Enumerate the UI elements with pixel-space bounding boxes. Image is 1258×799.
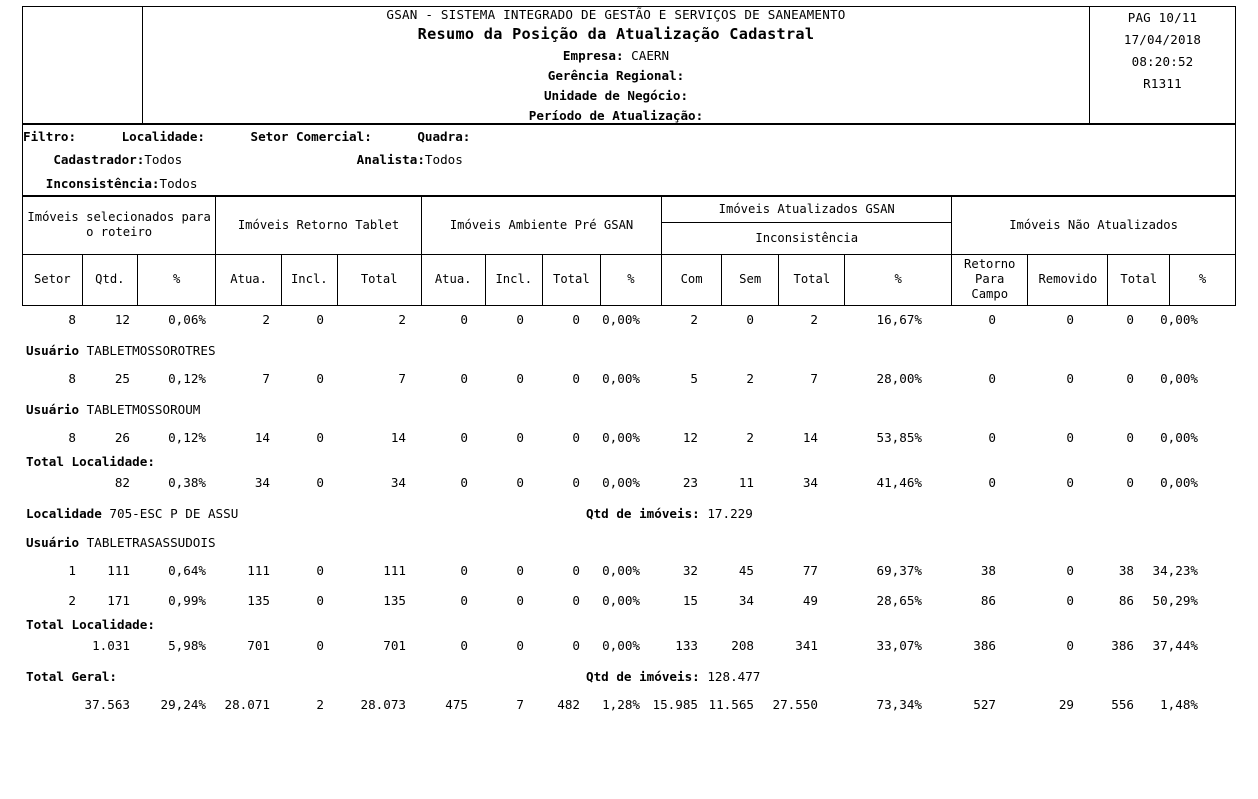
filter-label-localidade: Localidade: <box>121 129 205 144</box>
row-note-pair-label-2: Qtd de imóveis: <box>586 668 700 684</box>
table-cell: 0,99% <box>168 593 206 609</box>
table-cell: 0 <box>572 475 580 491</box>
table-cell: 86 <box>980 593 996 609</box>
report-time: 08:20:52 <box>1131 53 1194 69</box>
table-cell: 15.985 <box>652 697 698 713</box>
filter-label-filtro: Filtro: <box>23 129 77 144</box>
table-cell: 0 <box>1066 430 1074 446</box>
table-cell: 386 <box>1111 638 1134 654</box>
group-header-selecionados: Imóveis selecionados para o roteiro <box>23 196 216 254</box>
table-cell: 0 <box>316 593 324 609</box>
table-cell: 0,00% <box>1160 371 1198 387</box>
row-note-label: Usuário <box>26 534 80 550</box>
header-field-periodo-label: Período de Atualização: <box>528 108 704 123</box>
col-total-pre: Total <box>543 254 601 305</box>
row-note-pair-label: Localidade <box>26 505 102 521</box>
header-field-periodo <box>143 108 1089 123</box>
table-cell: 0 <box>1126 371 1134 387</box>
table-cell: 7 <box>398 371 406 387</box>
total-row-label: Total Localidade: <box>26 616 155 632</box>
table-cell: 171 <box>107 593 130 609</box>
table-cell: 0 <box>746 312 754 328</box>
row-note-pair-value-2: 17.229 <box>699 505 753 521</box>
table-cell: 0 <box>460 371 468 387</box>
table-cell: 28,00% <box>876 371 922 387</box>
table-cell: 7 <box>262 371 270 387</box>
table-row <box>22 557 1236 587</box>
col-atua-pre: Atua. <box>421 254 485 305</box>
table-cell: 2 <box>746 371 754 387</box>
table-cell: 34 <box>390 475 406 491</box>
col-incl-tablet: Incl. <box>282 254 338 305</box>
table-cell: 32 <box>682 563 698 579</box>
table-cell: 25 <box>114 371 130 387</box>
table-cell: 0,00% <box>1160 475 1198 491</box>
col-incl-pre: Incl. <box>485 254 543 305</box>
table-cell: 2 <box>262 312 270 328</box>
table-row <box>22 365 1236 395</box>
table-cell: 0 <box>316 563 324 579</box>
header-title-cell <box>143 7 1090 124</box>
table-cell: 0 <box>1126 312 1134 328</box>
row-note <box>22 395 1236 424</box>
table-row <box>22 632 1236 662</box>
row-note <box>22 528 1236 557</box>
table-cell: 34 <box>738 593 754 609</box>
header-logo-cell <box>23 7 143 124</box>
table-cell: 14 <box>254 430 270 446</box>
table-row <box>22 469 1236 499</box>
table-cell: 0 <box>1066 563 1074 579</box>
filter-table <box>22 124 1236 196</box>
row-note-pair-value: 705-ESC P DE ASSU <box>101 505 239 521</box>
table-cell: 69,37% <box>876 563 922 579</box>
report-body <box>22 306 1236 721</box>
table-cell: 33,07% <box>876 638 922 654</box>
table-cell: 8 <box>68 312 76 328</box>
row-note-label: Usuário <box>26 342 80 358</box>
table-cell: 26 <box>114 430 130 446</box>
table-cell: 0 <box>516 475 524 491</box>
table-cell: 12 <box>114 312 130 328</box>
table-cell: 16,67% <box>876 312 922 328</box>
table-cell: 0,00% <box>602 593 640 609</box>
table-cell: 208 <box>731 638 754 654</box>
group-header-retorno-tablet: Imóveis Retorno Tablet <box>216 196 422 254</box>
table-cell: 341 <box>795 638 818 654</box>
table-cell: 2 <box>810 312 818 328</box>
table-cell: 0 <box>572 312 580 328</box>
table-cell: 38 <box>980 563 996 579</box>
table-cell: 77 <box>802 563 818 579</box>
table-cell: 45 <box>738 563 754 579</box>
table-cell: 0 <box>460 312 468 328</box>
table-cell: 15 <box>682 593 698 609</box>
filter-value-cadastrador: Todos <box>144 152 183 168</box>
row-note-pair <box>22 499 1236 528</box>
col-pct-gsan: % <box>845 254 952 305</box>
table-cell: 2 <box>746 430 754 446</box>
group-header-atualizados-gsan: Imóveis Atualizados GSAN <box>662 196 952 222</box>
table-cell: 0 <box>572 563 580 579</box>
table-cell: 2 <box>316 697 324 713</box>
col-pct-nao: % <box>1170 254 1236 305</box>
table-cell: 701 <box>247 638 270 654</box>
table-cell: 28.071 <box>224 697 270 713</box>
table-cell: 111 <box>247 563 270 579</box>
table-cell: 0,06% <box>168 312 206 328</box>
table-cell: 38 <box>1118 563 1134 579</box>
table-cell: 0 <box>316 475 324 491</box>
table-cell: 28.073 <box>360 697 406 713</box>
table-cell: 12 <box>682 430 698 446</box>
table-cell: 0 <box>988 371 996 387</box>
report-header-table <box>22 6 1236 124</box>
table-cell: 0,00% <box>602 475 640 491</box>
table-cell: 0 <box>988 430 996 446</box>
table-cell: 11.565 <box>708 697 754 713</box>
col-total-nao: Total <box>1108 254 1170 305</box>
row-note <box>22 336 1236 365</box>
table-cell: 135 <box>383 593 406 609</box>
table-cell: 0 <box>516 563 524 579</box>
row-note-value: TABLETMOSSOROUM <box>79 401 201 417</box>
col-setor: Setor <box>23 254 83 305</box>
table-cell: 0 <box>1066 593 1074 609</box>
subgroup-header-inconsistencia: Inconsistência <box>662 222 952 254</box>
header-field-empresa-label: Empresa: <box>562 48 624 63</box>
table-cell: 111 <box>383 563 406 579</box>
table-cell: 0 <box>460 475 468 491</box>
table-cell: 527 <box>973 697 996 713</box>
table-cell: 0 <box>988 312 996 328</box>
table-cell: 82 <box>114 475 130 491</box>
col-retorno-para-campo: Retorno Para Campo <box>952 254 1028 305</box>
table-cell: 701 <box>383 638 406 654</box>
table-cell: 28,65% <box>876 593 922 609</box>
table-cell: 0,38% <box>168 475 206 491</box>
table-cell: 11 <box>738 475 754 491</box>
table-cell: 0 <box>460 638 468 654</box>
col-com: Com <box>662 254 722 305</box>
table-cell: 73,34% <box>876 697 922 713</box>
table-cell: 23 <box>682 475 698 491</box>
table-row <box>22 306 1236 336</box>
col-sem: Sem <box>721 254 779 305</box>
column-header-table <box>22 196 1236 306</box>
header-field-unidade <box>143 88 1089 103</box>
table-cell: 0,12% <box>168 430 206 446</box>
filter-row-2 <box>23 148 1235 171</box>
table-cell: 8 <box>68 430 76 446</box>
header-field-gerencia-label: Gerência Regional: <box>547 68 685 83</box>
table-row <box>22 424 1236 454</box>
table-cell: 0 <box>460 593 468 609</box>
table-cell: 0 <box>316 371 324 387</box>
table-cell: 0 <box>572 593 580 609</box>
table-cell: 0 <box>316 430 324 446</box>
table-cell: 0 <box>1126 475 1134 491</box>
table-cell: 0 <box>460 563 468 579</box>
report-id: R1311 <box>1143 75 1182 91</box>
table-cell: 386 <box>973 638 996 654</box>
row-note-value: TABLETMOSSOROTRES <box>79 342 216 358</box>
table-cell: 29,24% <box>160 697 206 713</box>
table-cell: 0 <box>572 638 580 654</box>
table-cell: 5,98% <box>168 638 206 654</box>
page-title: Resumo da Posição da Atualização Cadastral <box>417 25 815 43</box>
table-cell: 14 <box>802 430 818 446</box>
row-note-pair-value-2: 128.477 <box>699 668 761 684</box>
table-cell: 37.563 <box>84 697 130 713</box>
row-note-pair-label-2: Qtd de imóveis: <box>586 505 700 521</box>
filter-row-3 <box>23 172 1235 195</box>
table-cell: 2 <box>68 593 76 609</box>
col-total-tablet: Total <box>337 254 421 305</box>
table-cell: 0 <box>1066 312 1074 328</box>
group-header-nao-atualizados: Imóveis Não Atualizados <box>952 196 1236 254</box>
table-cell: 0 <box>1066 638 1074 654</box>
table-cell: 0,00% <box>602 371 640 387</box>
filter-label-cadastrador: Cadastrador: <box>53 152 145 168</box>
table-cell: 0 <box>516 371 524 387</box>
report-date: 17/04/2018 <box>1123 31 1202 47</box>
table-cell: 0,00% <box>1160 312 1198 328</box>
col-total-gsan: Total <box>779 254 845 305</box>
table-cell: 0 <box>988 475 996 491</box>
filter-label-inconsistencia: Inconsistência: <box>45 175 160 191</box>
row-note-value: TABLETRASASSUDOIS <box>79 534 216 550</box>
table-cell: 29 <box>1058 697 1074 713</box>
total-row-label: Total Localidade: <box>26 453 155 469</box>
table-cell: 0,00% <box>602 312 640 328</box>
col-removido: Removido <box>1028 254 1108 305</box>
filter-value-analista: Todos <box>424 152 463 168</box>
table-cell: 0,00% <box>602 563 640 579</box>
table-cell: 0,00% <box>602 430 640 446</box>
table-cell: 0 <box>316 312 324 328</box>
col-pct-pre: % <box>600 254 662 305</box>
table-cell: 1 <box>68 563 76 579</box>
filter-label-quadra: Quadra: <box>417 129 471 144</box>
table-cell: 133 <box>675 638 698 654</box>
table-cell: 8 <box>68 371 76 387</box>
filter-label-setor-comercial: Setor Comercial: <box>250 129 372 144</box>
table-cell: 1,48% <box>1160 697 1198 713</box>
table-cell: 14 <box>390 430 406 446</box>
table-cell: 475 <box>445 697 468 713</box>
table-cell: 34,23% <box>1152 563 1198 579</box>
header-field-gerencia <box>143 68 1089 83</box>
filter-value-inconsistencia: Todos <box>159 175 198 191</box>
table-cell: 0,64% <box>168 563 206 579</box>
table-cell: 7 <box>810 371 818 387</box>
table-cell: 41,46% <box>876 475 922 491</box>
table-cell: 482 <box>557 697 580 713</box>
header-meta-cell <box>1090 7 1236 124</box>
table-cell: 1,28% <box>602 697 640 713</box>
table-cell: 7 <box>516 697 524 713</box>
table-cell: 556 <box>1111 697 1134 713</box>
table-cell: 0 <box>516 430 524 446</box>
table-cell: 50,29% <box>1152 593 1198 609</box>
filter-row-1 <box>23 125 1235 148</box>
page-number: PAG 10/11 <box>1127 10 1198 25</box>
table-cell: 0 <box>572 371 580 387</box>
row-note-pair <box>22 662 1236 691</box>
table-cell: 49 <box>802 593 818 609</box>
table-cell: 2 <box>398 312 406 328</box>
table-cell: 0 <box>516 593 524 609</box>
table-cell: 135 <box>247 593 270 609</box>
header-field-unidade-label: Unidade de Negócio: <box>543 88 689 103</box>
table-cell: 0 <box>1066 475 1074 491</box>
group-header-ambiente-pre-gsan: Imóveis Ambiente Pré GSAN <box>421 196 661 254</box>
table-cell: 0 <box>460 430 468 446</box>
table-cell: 0 <box>572 430 580 446</box>
table-cell: 0,12% <box>168 371 206 387</box>
table-cell: 111 <box>107 563 130 579</box>
col-atua-tablet: Atua. <box>216 254 282 305</box>
table-cell: 0 <box>1126 430 1134 446</box>
table-cell: 0 <box>316 638 324 654</box>
table-row <box>22 691 1236 721</box>
table-cell: 1.031 <box>92 638 130 654</box>
filter-label-analista: Analista: <box>356 152 425 168</box>
row-note-pair-label: Total Geral: <box>26 668 117 684</box>
table-cell: 2 <box>690 312 698 328</box>
table-cell: 0 <box>516 638 524 654</box>
table-cell: 34 <box>802 475 818 491</box>
table-cell: 0 <box>516 312 524 328</box>
filter-cell <box>23 125 1236 196</box>
table-cell: 0,00% <box>602 638 640 654</box>
header-field-empresa <box>143 48 1089 63</box>
col-pct-1: % <box>138 254 216 305</box>
table-cell: 0 <box>1066 371 1074 387</box>
system-name: GSAN - SISTEMA INTEGRADO DE GESTÃO E SERVIÇOS DE SANEAMENTO <box>386 7 846 22</box>
table-row <box>22 587 1236 617</box>
table-cell: 0,00% <box>1160 430 1198 446</box>
header-field-empresa-value: CAERN <box>631 48 670 63</box>
table-cell: 5 <box>690 371 698 387</box>
col-qtd: Qtd. <box>82 254 138 305</box>
table-cell: 27.550 <box>772 697 818 713</box>
table-cell: 37,44% <box>1152 638 1198 654</box>
table-cell: 34 <box>254 475 270 491</box>
row-note-label: Usuário <box>26 401 80 417</box>
table-cell: 53,85% <box>876 430 922 446</box>
table-cell: 86 <box>1118 593 1134 609</box>
